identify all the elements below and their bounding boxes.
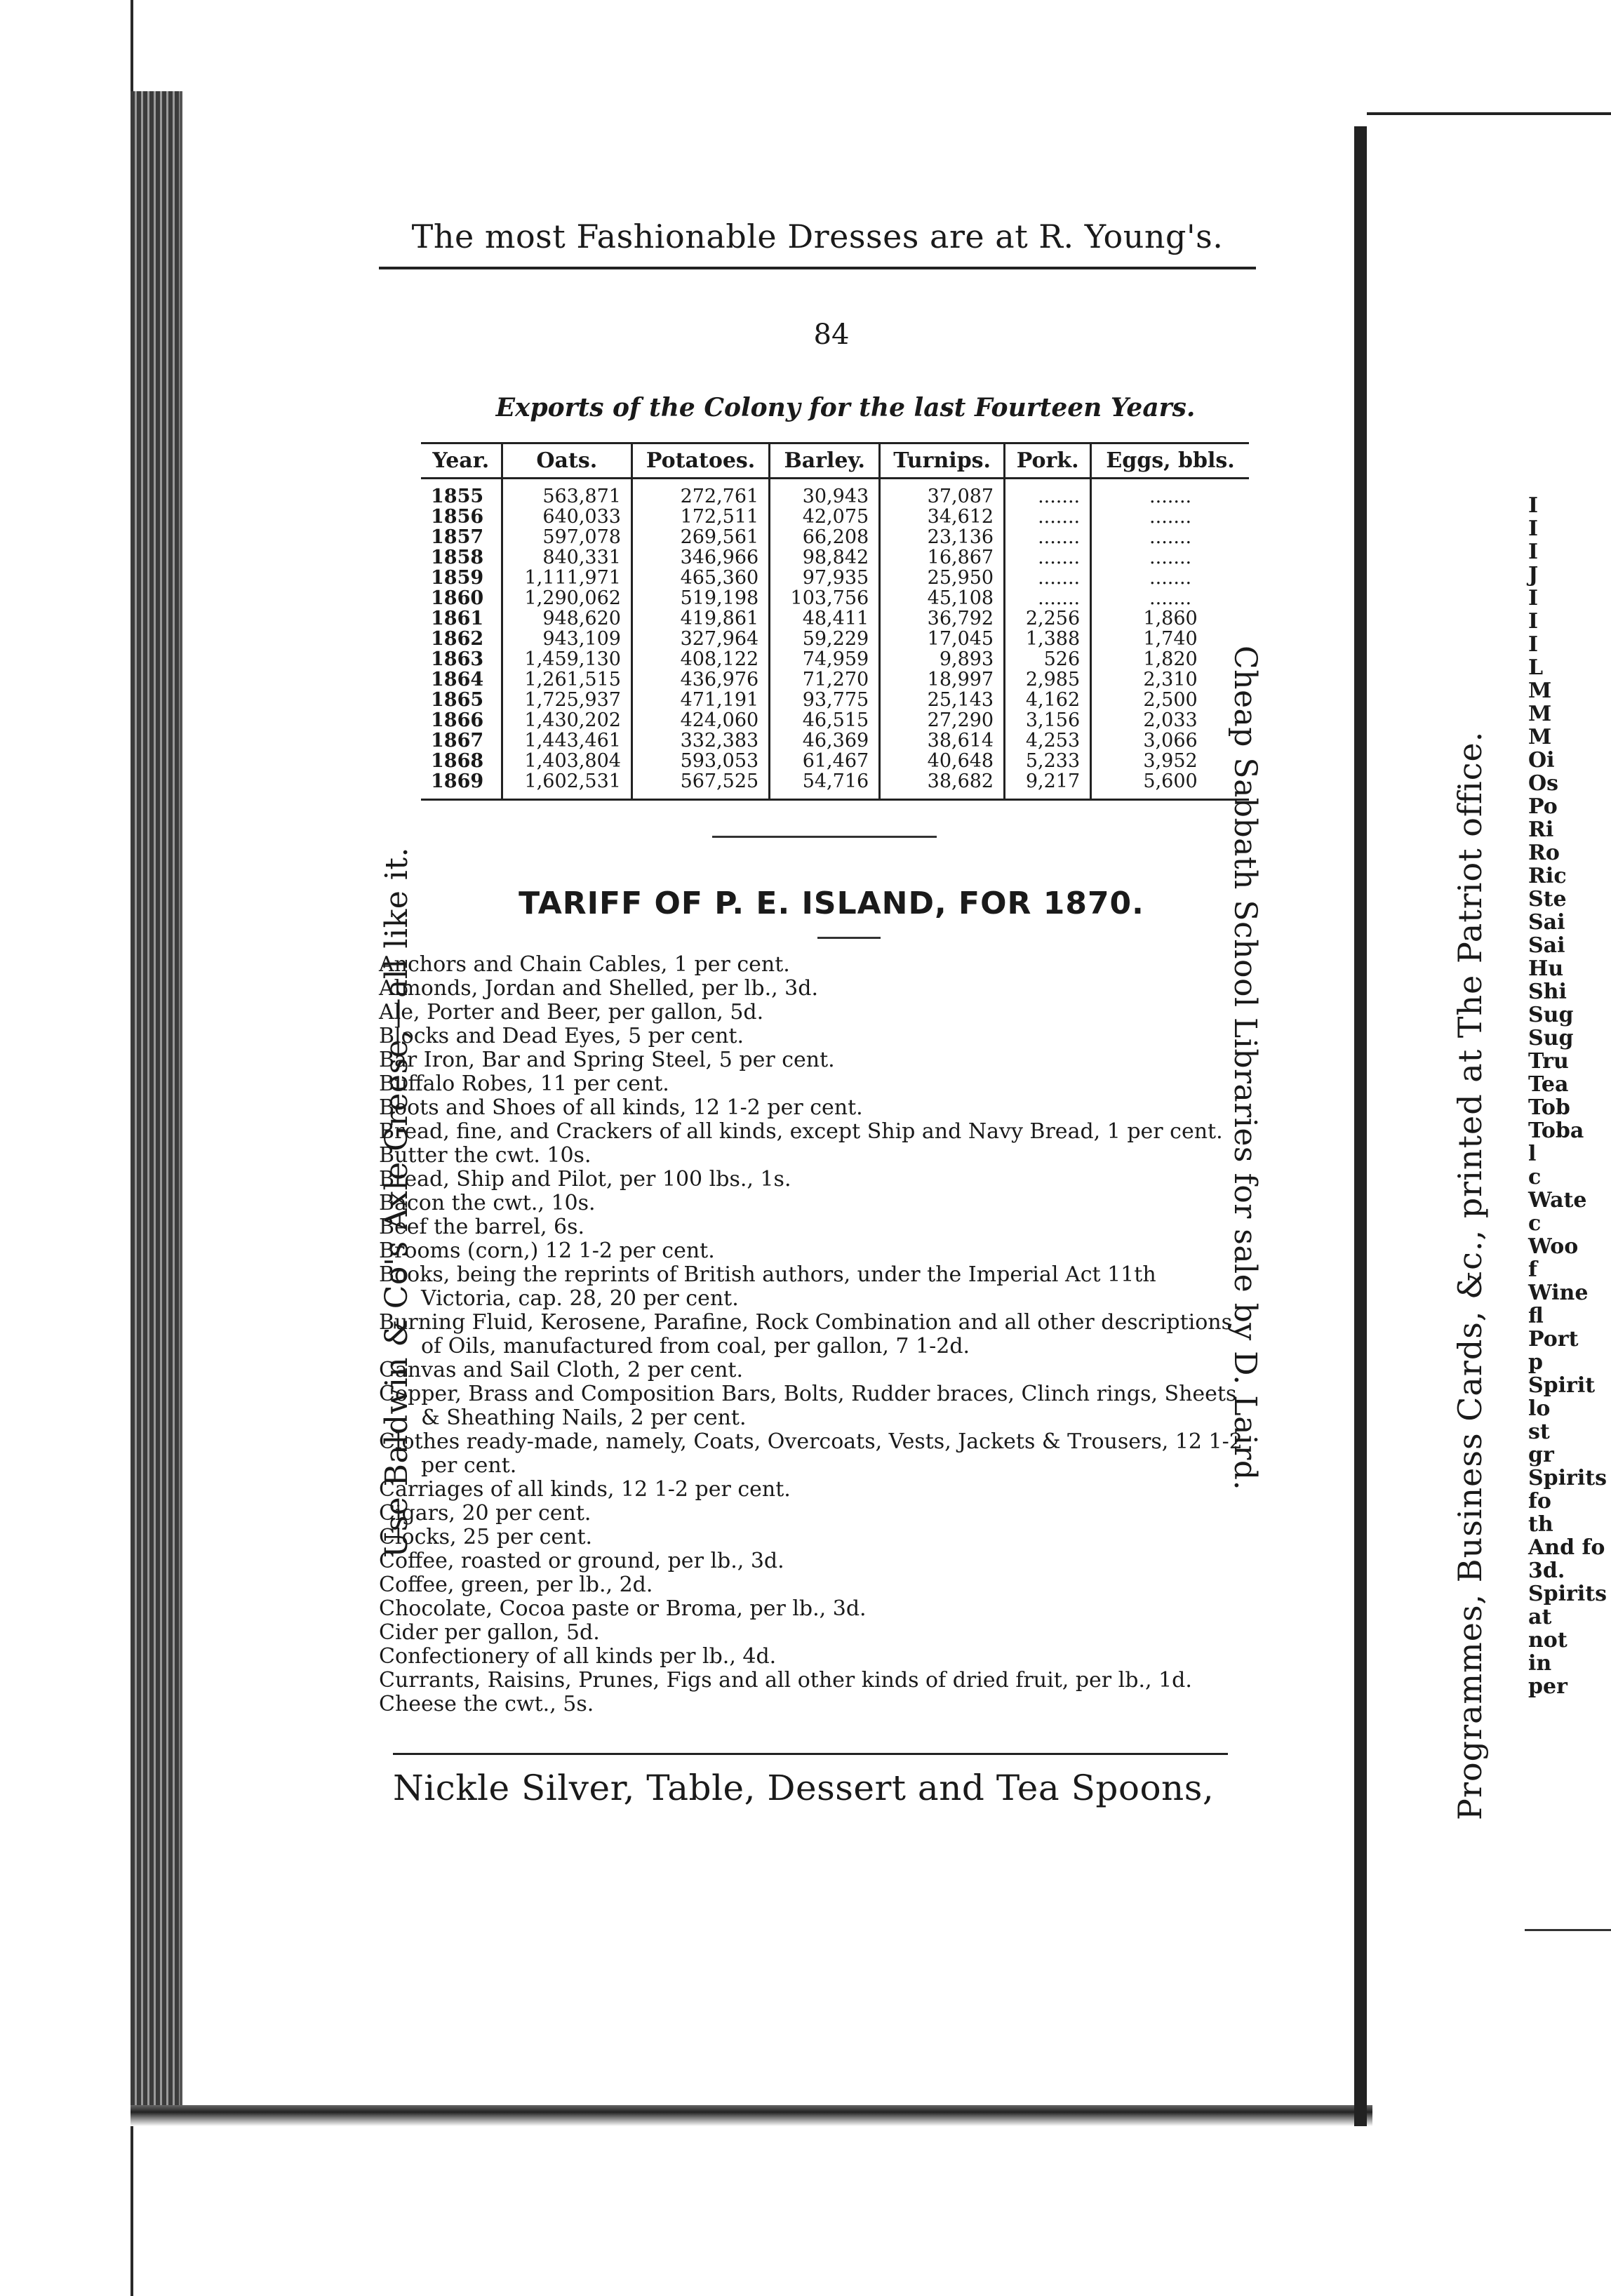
table-row: [421, 507, 1249, 527]
fragment-text: p: [1528, 1350, 1543, 1375]
adjacent-page-fragments: [1528, 494, 1607, 1698]
table-cell: 1,860: [1143, 608, 1198, 629]
column-header: Oats.: [502, 443, 631, 479]
page-header-advert: The most Fashionable Dresses are at R. Young's.: [379, 218, 1256, 269]
table-row: [421, 771, 1249, 800]
table-cell: .......: [1005, 507, 1091, 527]
fragment-text: per: [1528, 1674, 1567, 1699]
fragment-text: I: [1528, 516, 1539, 541]
table-row: [421, 710, 1249, 730]
table-cell: 5,600: [1091, 771, 1249, 800]
table-cell: .......: [1005, 568, 1091, 588]
tariff-item: Blocks and Dead Eyes, 5 per cent.: [379, 1024, 744, 1048]
section-divider: [712, 836, 937, 838]
fragment-text: c: [1528, 1165, 1542, 1189]
table-cell: 1857: [421, 527, 502, 547]
tariff-item: Bacon the cwt., 10s.: [379, 1191, 596, 1215]
table-cell: 1855: [421, 479, 502, 507]
column-header: Barley.: [770, 443, 880, 479]
table-cell: 640,033: [502, 507, 631, 527]
table-cell: 1,443,461: [502, 730, 631, 751]
fragment-text: M: [1528, 702, 1552, 726]
fragment-text: in: [1528, 1651, 1552, 1676]
tariff-item: Bread, fine, and Crackers of all kinds, except Ship and Navy Bread, 1 per cent.: [379, 1119, 1223, 1144]
table-cell: 3,066: [1143, 730, 1198, 752]
table-cell: 5,233: [1005, 751, 1091, 771]
fragment-text: I: [1528, 540, 1539, 564]
table-cell: 37,087: [880, 479, 1005, 507]
table-cell: 74,959: [770, 649, 880, 669]
fragment-text: not: [1528, 1628, 1567, 1653]
table-cell: 567,525: [631, 771, 769, 800]
adjacent-page-fragment: [1367, 112, 1611, 2122]
table-cell: 948,620: [502, 608, 631, 629]
table-cell: 1,459,130: [502, 649, 631, 669]
table-cell: 2,033: [1143, 709, 1198, 731]
table-cell: 172,511: [631, 507, 769, 527]
fragment-text: Shi: [1528, 980, 1567, 1004]
fragment-text: And fo: [1528, 1535, 1605, 1560]
tariff-item: Burning Fluid, Kerosene, Parafine, Rock Combination and all other descriptions of Oils, manufactured from coal, per gallon, 7 1-2d.: [379, 1310, 1233, 1359]
table-cell: 3,156: [1005, 710, 1091, 730]
tariff-item: Copper, Brass and Composition Bars, Bolts, Rudder braces, Clinch rings, Sheets & Sheathing Nails, 2 per cent.: [379, 1382, 1237, 1430]
table-cell: 1861: [421, 608, 502, 629]
table-cell: 103,756: [770, 588, 880, 608]
fragment-text: Ric: [1528, 864, 1567, 888]
tariff-item: Chocolate, Cocoa paste or Broma, per lb., 3d.: [379, 1596, 867, 1621]
book-page: [379, 218, 1256, 1808]
table-row: [421, 527, 1249, 547]
page-bottom-edge: [131, 2105, 1372, 2126]
tariff-item: Beef the barrel, 6s.: [379, 1215, 585, 1239]
tariff-item: Confectionery of all kinds per lb., 4d.: [379, 1644, 777, 1669]
table-cell: 2,256: [1005, 608, 1091, 629]
table-cell: 1864: [421, 669, 502, 690]
table-cell: 519,198: [631, 588, 769, 608]
tariff-item: Brooms (corn,) 12 1-2 per cent.: [379, 1239, 715, 1263]
table-cell: 1862: [421, 629, 502, 649]
table-cell: 1,740: [1143, 628, 1198, 650]
right-margin-advert: Cheap Sabbath School Libraries for sale by D. Laird.: [1227, 646, 1263, 1491]
tariff-title: TARIFF OF P. E. ISLAND, FOR 1870.: [519, 886, 1144, 921]
table-cell: 1859: [421, 568, 502, 588]
table-cell: .......: [1005, 527, 1091, 547]
exports-header-row: [421, 443, 1249, 479]
fragment-text: c: [1528, 1211, 1542, 1236]
table-row: [421, 690, 1249, 710]
fragment-text: fo: [1528, 1489, 1551, 1514]
page-number: 84: [813, 319, 850, 351]
table-cell: 46,369: [770, 730, 880, 751]
table-cell: 25,950: [880, 568, 1005, 588]
table-row: [421, 547, 1249, 568]
table-cell: 38,614: [880, 730, 1005, 751]
fragment-text: Ro: [1528, 841, 1560, 865]
table-cell: 42,075: [770, 507, 880, 527]
scan-left-edge: [0, 0, 133, 2296]
table-cell: 526: [1005, 649, 1091, 669]
table-row: [421, 479, 1249, 507]
fragment-text: Spirits: [1528, 1582, 1607, 1606]
table-cell: 36,792: [880, 608, 1005, 629]
table-cell: 1869: [421, 771, 502, 800]
tariff-item: Buffalo Robes, 11 per cent.: [379, 1072, 669, 1096]
fragment-text: Tea: [1528, 1072, 1569, 1097]
table-cell: 597,078: [502, 527, 631, 547]
tariff-item: Carriages of all kinds, 12 1-2 per cent.: [379, 1477, 791, 1502]
column-header: Potatoes.: [631, 443, 769, 479]
tariff-item: Cider per gallon, 5d.: [379, 1620, 600, 1645]
page-footer-advert: Nickle Silver, Table, Dessert and Tea Spoons,: [393, 1768, 1215, 1808]
fragment-text: Oi: [1528, 748, 1555, 773]
tariff-item: Butter the cwt. 10s.: [379, 1143, 591, 1168]
fragment-text: Port: [1528, 1327, 1579, 1351]
table-cell: 419,861: [631, 608, 769, 629]
book-gutter: [1354, 126, 1367, 2126]
table-cell: 471,191: [631, 690, 769, 710]
table-cell: 327,964: [631, 629, 769, 649]
table-cell: .......: [1005, 547, 1091, 568]
table-cell: 54,716: [770, 771, 880, 800]
book-binding-edge: [131, 91, 182, 2112]
table-cell: 1860: [421, 588, 502, 608]
table-cell: 332,383: [631, 730, 769, 751]
fragment-text: f: [1528, 1257, 1537, 1282]
tariff-item: Coffee, green, per lb., 2d.: [379, 1573, 653, 1597]
fragment-text: Toba: [1528, 1119, 1584, 1143]
table-cell: 30,943: [770, 479, 880, 507]
fragment-text: Woo: [1528, 1234, 1579, 1259]
fragment-text: M: [1528, 725, 1552, 749]
table-cell: 9,217: [1005, 771, 1091, 800]
table-cell: 1867: [421, 730, 502, 751]
fragment-text: Wine: [1528, 1281, 1589, 1305]
fragment-text: Sai: [1528, 910, 1565, 935]
fragment-text: st: [1528, 1420, 1550, 1444]
fragment-text: Sai: [1528, 933, 1565, 958]
table-cell: 40,648: [880, 751, 1005, 771]
fragment-text: th: [1528, 1512, 1553, 1537]
table-cell: 1856: [421, 507, 502, 527]
adjacent-page-vertical-advert: Programmes, Business Cards, &c., printed at The Patriot office.: [1451, 730, 1489, 1820]
table-cell: 27,290: [880, 710, 1005, 730]
table-cell: 269,561: [631, 527, 769, 547]
table-cell: 48,411: [770, 608, 880, 629]
table-cell: 1,290,062: [502, 588, 631, 608]
table-cell: 1865: [421, 690, 502, 710]
table-cell: 18,997: [880, 669, 1005, 690]
fragment-text: Spirits: [1528, 1466, 1607, 1490]
footer-divider: [393, 1753, 1228, 1755]
fragment-text: Tob: [1528, 1095, 1570, 1120]
tariff-item: Ale, Porter and Beer, per gallon, 5d.: [379, 1000, 764, 1024]
table-cell: 1,725,937: [502, 690, 631, 710]
table-row: [421, 649, 1249, 669]
table-cell: 1868: [421, 751, 502, 771]
table-row: [421, 669, 1249, 690]
table-cell: 46,515: [770, 710, 880, 730]
fragment-text: Os: [1528, 771, 1559, 796]
tariff-item: Currants, Raisins, Prunes, Figs and all other kinds of dried fruit, per lb., 1d.: [379, 1668, 1192, 1693]
table-cell: 465,360: [631, 568, 769, 588]
table-cell: 98,842: [770, 547, 880, 568]
table-cell: .......: [1005, 588, 1091, 608]
fragment-text: l: [1528, 1142, 1537, 1166]
table-cell: 1,388: [1005, 629, 1091, 649]
fragment-text: M: [1528, 679, 1552, 703]
tariff-item: Boots and Shoes of all kinds, 12 1-2 per cent.: [379, 1095, 863, 1120]
table-cell: 66,208: [770, 527, 880, 547]
table-cell: 17,045: [880, 629, 1005, 649]
tariff-item: Anchors and Chain Cables, 1 per cent.: [379, 952, 790, 977]
tariff-item: Coffee, roasted or ground, per lb., 3d.: [379, 1549, 784, 1573]
fragment-text: I: [1528, 493, 1539, 518]
table-cell: .......: [1149, 486, 1192, 507]
fragment-text: at: [1528, 1605, 1552, 1629]
table-cell: 1866: [421, 710, 502, 730]
table-cell: 1,820: [1143, 648, 1198, 670]
fragment-text: Ste: [1528, 887, 1567, 912]
table-cell: 943,109: [502, 629, 631, 649]
fragment-text: I: [1528, 632, 1539, 657]
table-cell: 97,935: [770, 568, 880, 588]
fragment-text: J: [1528, 563, 1539, 587]
table-cell: .......: [1149, 526, 1192, 548]
table-cell: 840,331: [502, 547, 631, 568]
table-cell: 16,867: [880, 547, 1005, 568]
tariff-item: Clothes ready-made, namely, Coats, Overcoats, Vests, Jackets & Trousers, 12 1-2 per cent.: [379, 1429, 1243, 1478]
table-cell: 1858: [421, 547, 502, 568]
table-cell: 1,261,515: [502, 669, 631, 690]
table-cell: 93,775: [770, 690, 880, 710]
title-underline: [817, 937, 881, 939]
table-cell: 2,985: [1005, 669, 1091, 690]
table-cell: 61,467: [770, 751, 880, 771]
table-cell: 23,136: [880, 527, 1005, 547]
table-cell: 408,122: [631, 649, 769, 669]
table-row: [421, 730, 1249, 751]
table-cell: .......: [1149, 587, 1192, 609]
table-cell: 1,403,804: [502, 751, 631, 771]
fragment-text: Ri: [1528, 817, 1554, 842]
tariff-item: Cigars, 20 per cent.: [379, 1501, 591, 1526]
table-cell: 4,162: [1005, 690, 1091, 710]
table-cell: 71,270: [770, 669, 880, 690]
table-cell: 9,893: [880, 649, 1005, 669]
fragment-text: Wate: [1528, 1188, 1587, 1213]
exports-table: [421, 442, 1249, 801]
table-cell: 3,952: [1143, 750, 1198, 772]
table-cell: 424,060: [631, 710, 769, 730]
fragment-text: Po: [1528, 794, 1558, 819]
table-row: [421, 568, 1249, 588]
tariff-list: [379, 953, 1249, 1716]
table-cell: 1863: [421, 649, 502, 669]
table-cell: 1,430,202: [502, 710, 631, 730]
fragment-text: 3d.: [1528, 1559, 1565, 1583]
tariff-item: Clocks, 25 per cent.: [379, 1525, 593, 1549]
fragment-text: L: [1528, 655, 1544, 680]
table-row: [421, 588, 1249, 608]
table-cell: 1,111,971: [502, 568, 631, 588]
column-header: Turnips.: [880, 443, 1005, 479]
table-cell: .......: [1149, 547, 1192, 568]
fragment-text: Hu: [1528, 956, 1564, 981]
tariff-item: Bar Iron, Bar and Spring Steel, 5 per cent.: [379, 1048, 835, 1072]
fragment-text: I: [1528, 586, 1539, 610]
adjacent-page-rule: [1525, 1929, 1611, 1931]
table-row: [421, 751, 1249, 771]
fragment-text: Tru: [1528, 1049, 1569, 1074]
fragment-text: gr: [1528, 1443, 1554, 1467]
table-cell: 593,053: [631, 751, 769, 771]
column-header: Pork.: [1005, 443, 1091, 479]
fragment-text: lo: [1528, 1396, 1551, 1421]
exports-table-title: Exports of the Colony for the last Fourteen Years.: [495, 393, 1196, 422]
table-cell: .......: [1149, 506, 1192, 528]
table-cell: 25,143: [880, 690, 1005, 710]
fragment-text: Sug: [1528, 1026, 1574, 1050]
exports-table-body: [421, 479, 1249, 800]
fragment-text: Sug: [1528, 1003, 1574, 1027]
table-cell: 436,976: [631, 669, 769, 690]
table-cell: 346,966: [631, 547, 769, 568]
fragment-text: Spirit: [1528, 1373, 1596, 1398]
tariff-item: Bread, Ship and Pilot, per 100 lbs., 1s.: [379, 1167, 791, 1192]
table-cell: 45,108: [880, 588, 1005, 608]
table-cell: .......: [1149, 567, 1192, 589]
tariff-item: Cheese the cwt., 5s.: [379, 1692, 594, 1716]
table-cell: 4,253: [1005, 730, 1091, 751]
column-header: Eggs, bbls.: [1091, 443, 1249, 479]
table-row: [421, 608, 1249, 629]
table-cell: 2,310: [1143, 669, 1198, 690]
column-header: Year.: [421, 443, 502, 479]
tariff-item: Almonds, Jordan and Shelled, per lb., 3d.: [379, 976, 819, 1001]
table-cell: 38,682: [880, 771, 1005, 800]
tariff-item: Books, being the reprints of British authors, under the Imperial Act 11th Victoria, cap. 28, 20 per cent.: [379, 1262, 1156, 1311]
table-cell: 2,500: [1143, 689, 1198, 711]
fragment-text: fl: [1528, 1304, 1544, 1328]
table-cell: 563,871: [502, 479, 631, 507]
table-cell: 34,612: [880, 507, 1005, 527]
fragment-text: I: [1528, 609, 1539, 634]
table-cell: .......: [1005, 479, 1091, 507]
table-cell: 59,229: [770, 629, 880, 649]
table-row: [421, 629, 1249, 649]
tariff-item: Canvas and Sail Cloth, 2 per cent.: [379, 1358, 744, 1382]
table-cell: 1,602,531: [502, 771, 631, 800]
left-margin-advert: Use Baldwin & Co's Axle Greese,—all like it.: [379, 846, 415, 1558]
table-cell: 272,761: [631, 479, 769, 507]
